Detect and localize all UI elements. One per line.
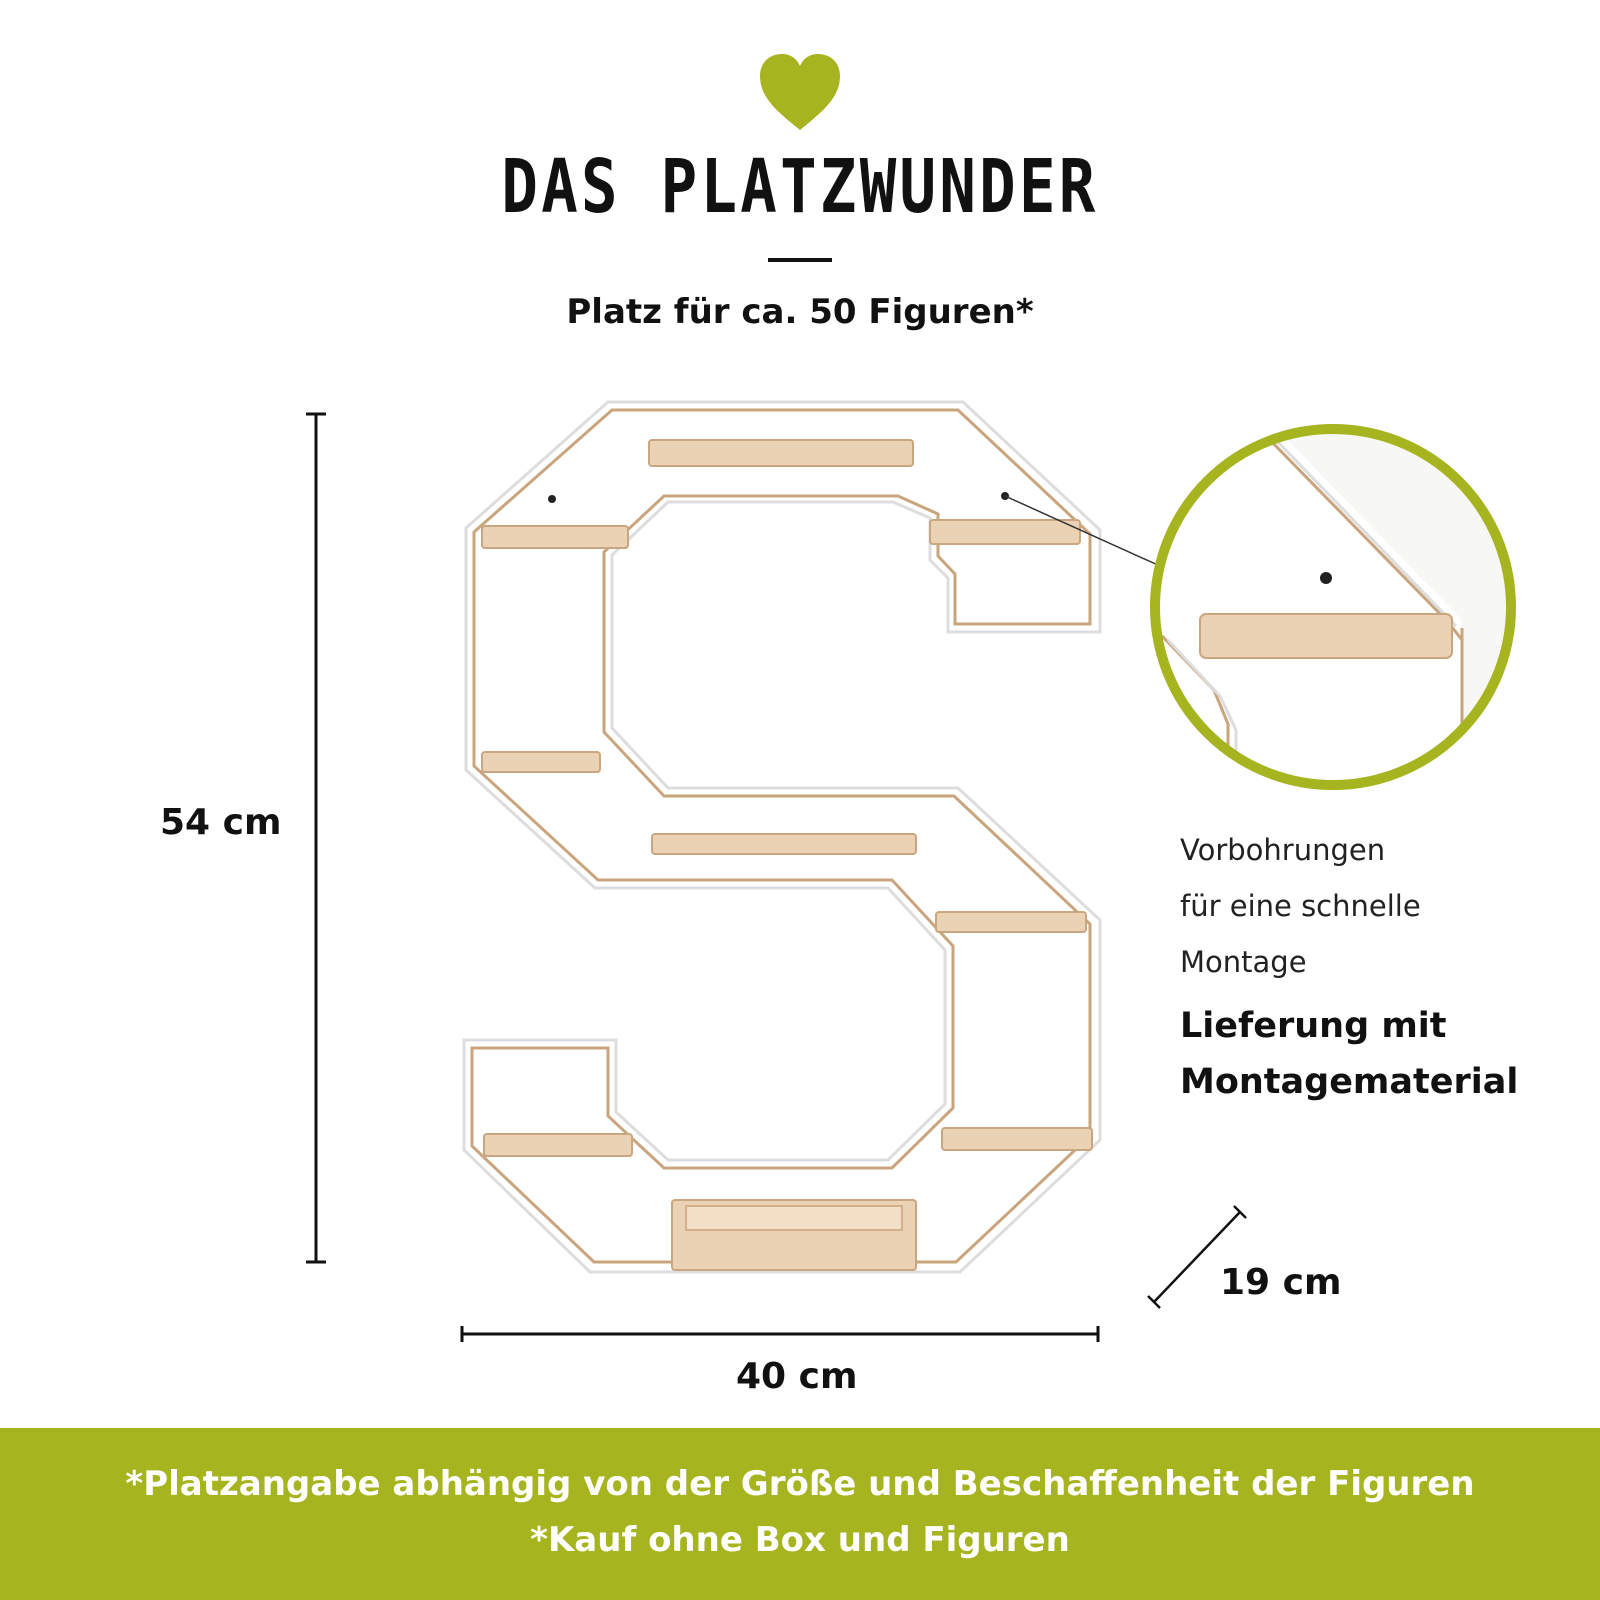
feature-bold-line: Montagematerial <box>1180 1062 1519 1102</box>
feature-line: für eine schnelle <box>1180 889 1421 923</box>
footer-note-purchase: *Kauf ohne Box und Figuren <box>530 1520 1070 1560</box>
feature-mounting-material <box>1180 998 1600 1110</box>
width-label: 40 cm <box>736 1356 858 1397</box>
feature-line: Montage <box>1180 945 1307 979</box>
letter-s-shelf <box>464 402 1160 1272</box>
page-title: DAS PLATZWUNDER <box>501 144 1099 230</box>
detail-zoom-circle <box>1150 420 1520 800</box>
feature-line: Vorbohrungen <box>1180 833 1386 867</box>
feature-bold-line: Lieferung mit <box>1180 1006 1447 1046</box>
footer-note-capacity: *Platzangabe abhängig von der Größe und Beschaffenheit der Figuren <box>125 1464 1475 1504</box>
height-dimension-line <box>306 414 326 1262</box>
page-subtitle: Platz für ca. 50 Figuren* <box>566 292 1034 332</box>
depth-label: 19 cm <box>1220 1262 1342 1303</box>
width-dimension-line <box>462 1326 1098 1342</box>
feature-predrilled <box>1180 822 1580 990</box>
footer-banner <box>0 1428 1600 1600</box>
height-label: 54 cm <box>160 802 282 843</box>
